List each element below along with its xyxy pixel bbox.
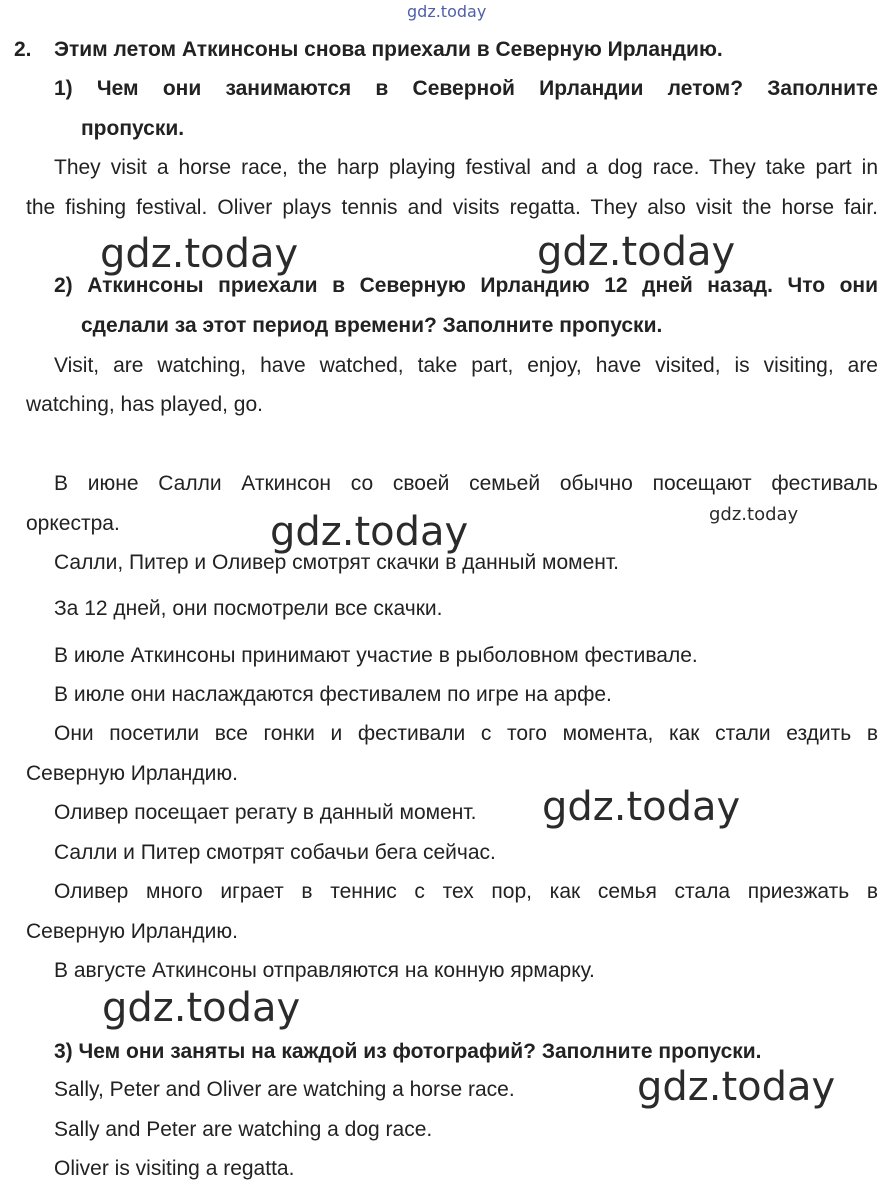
watermark: gdz.today [102,985,301,1031]
translation-line: В июле Аткинсоны принимают участие в рыболовном фестивале. [54,644,698,667]
translation-line: Оливер посещает регату в данный момент. [54,801,477,824]
translation-line: оркестра. [26,512,120,535]
translation-line: В июле они наслаждаются фестивалем по игре на арфе. [54,683,612,706]
translation-line: Северную Ирландию. [26,762,238,785]
part1-question-line1: 1) Чем они занимаются в Северной Ирландии летом? Заполните [54,77,878,100]
task-title: Этим летом Аткинсоны снова приехали в Северную Ирландию. [54,38,723,61]
part2-question-line1: 2) Аткинсоны приехали в Северную Ирландию 12 дней назад. Что они [54,274,878,297]
watermark: gdz.today [537,229,736,275]
translation-line: Салли, Питер и Оливер смотрят скачки в данный момент. [54,551,619,574]
part3-question: 3) Чем они заняты на каждой из фотографий? Заполните пропуски. [54,1040,762,1063]
watermark: gdz.today [542,784,741,830]
part3-answer-line: Sally, Peter and Oliver are watching a horse race. [54,1078,515,1101]
watermark-top: gdz.today [407,2,487,21]
translation-line: В июне Салли Аткинсон со своей семьей обычно посещают фестиваль [54,472,878,495]
part2-answer-line1: Visit, are watching, have watched, take part, enjoy, have visited, is visiting, are [54,354,878,377]
part1-answer-line1: They visit a horse race, the harp playing festival and a dog race. They take part in [54,156,878,179]
watermark: gdz.today [270,509,469,555]
part2-answer-line2: watching, has played, go. [26,393,263,416]
watermark: gdz.today [709,504,799,525]
translation-line: Салли и Питер смотрят собачьи бега сейчас. [54,841,496,864]
task-number: 2. [14,38,32,61]
part3-answer-line: Sally and Peter are watching a dog race. [54,1118,433,1141]
part3-answer-line: Oliver is visiting a regatta. [54,1157,295,1180]
translation-line: За 12 дней, они посмотрели все скачки. [54,597,443,620]
part1-question-line2: пропуски. [81,117,185,140]
part2-question-line2: сделали за этот период времени? Заполните пропуски. [81,314,663,337]
translation-line: Северную Ирландию. [26,920,238,943]
translation-line: Они посетили все гонки и фестивали с того момента, как стали ездить в [54,722,878,745]
translation-line: В августе Аткинсоны отправляются на конную ярмарку. [54,959,595,982]
translation-line: Оливер много играет в теннис с тех пор, как семья стала приезжать в [54,880,878,903]
watermark: gdz.today [637,1064,836,1110]
watermark: gdz.today [100,231,299,277]
part1-answer-line2: the fishing festival. Oliver plays tennis and visits regatta. They also visit the horse fair. [26,196,878,219]
